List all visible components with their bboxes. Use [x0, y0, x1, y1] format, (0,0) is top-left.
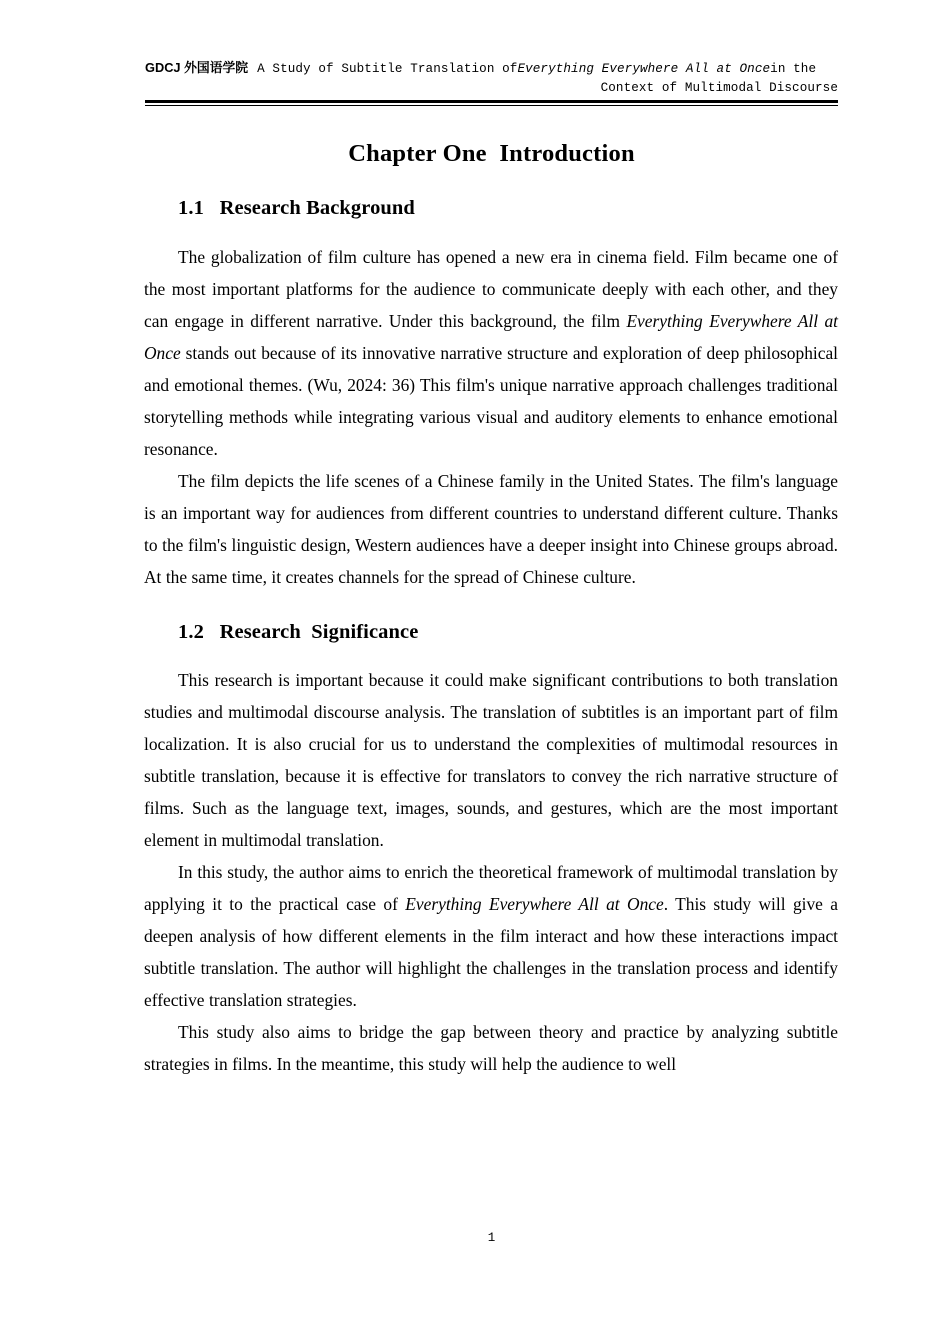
- header-line-2: Context of Multimodal Discourse: [600, 81, 838, 95]
- paragraph-research-significance-2: [144, 856, 838, 1016]
- paragraph-text-a: In this study, the author aims to enrich the theoretical framework of multimodal translation by applying it to the practical case of: [144, 862, 838, 914]
- paragraph-research-background-2: The film depicts the life scenes of a Chinese family in the United States. The film's language is an important way for audiences from different countries to understand different culture. Thanks to the film's linguistic design, Western audiences have a deeper insight into Chinese groups abroad. At the same time, it creates channels for the spread of Chinese culture.: [144, 471, 838, 587]
- header-title-post: in the: [770, 62, 817, 76]
- header-organization: GDCJ 外国语学院: [145, 60, 249, 75]
- paragraph-text-b: . This study will give a deepen analysis of how different elements in the film interact and how these interactions impact subtitle translation. The author will highlight the challenges in the translation process and identify effective translation strategies.: [144, 894, 838, 1010]
- paragraph-research-significance-1: This research is important because it could make significant contributions to both translation studies and multimodal discourse analysis. The translation of subtitles is an important part of film localization. It is also crucial for us to understand the complexities of multimodal resources in subtitle translation, because it is effective for translators to convey the rich narrative structure of films. Such as the language text, images, sounds, and gestures, which are the most important element in multimodal translation.: [144, 670, 838, 850]
- paragraph-text-a: The globalization of film culture has opened a new era in cinema field. Film became one of the most important platforms for the audience to communicate deeply with each other, and they can engage in different narrative. Under this background, the film: [144, 247, 838, 331]
- spacer: [144, 647, 838, 664]
- document-content: [144, 193, 838, 1080]
- header-rule-thin: [145, 105, 838, 106]
- header-film-title: Everything Everywhere All at Once: [517, 62, 771, 76]
- header-title-pre: A Study of Subtitle Translation of: [257, 62, 518, 76]
- page-number: 1: [487, 1231, 496, 1245]
- chapter-title: Chapter One Introduction: [348, 140, 635, 167]
- header-rule-thick: [145, 100, 838, 103]
- section-heading-1-1: 1.1 Research Background: [178, 197, 415, 219]
- paragraph-research-background-1: [144, 241, 838, 465]
- film-title-italic: Everything Everywhere All at Once: [405, 894, 664, 914]
- running-header: [145, 58, 838, 98]
- spacer: [144, 223, 838, 241]
- header-line-1: [145, 58, 838, 79]
- paragraph-text-b: stands out because of its innovative narrative structure and exploration of deep philosophical and emotional themes. (Wu, 2024: 36) This film's unique narrative approach challenges traditional storytelling methods while integrating various visual and auditory elements to enhance emotional resonance.: [144, 343, 838, 459]
- paragraph-research-significance-3: This study also aims to bridge the gap between theory and practice by analyzing subtitle strategies in films. In the meantime, this study will help the audience to well: [144, 1022, 838, 1074]
- film-title-italic: Everything Everywhere All at Once: [144, 311, 839, 363]
- section-heading-1-2: 1.2 Research Significance: [178, 621, 419, 643]
- spacer: [144, 593, 838, 617]
